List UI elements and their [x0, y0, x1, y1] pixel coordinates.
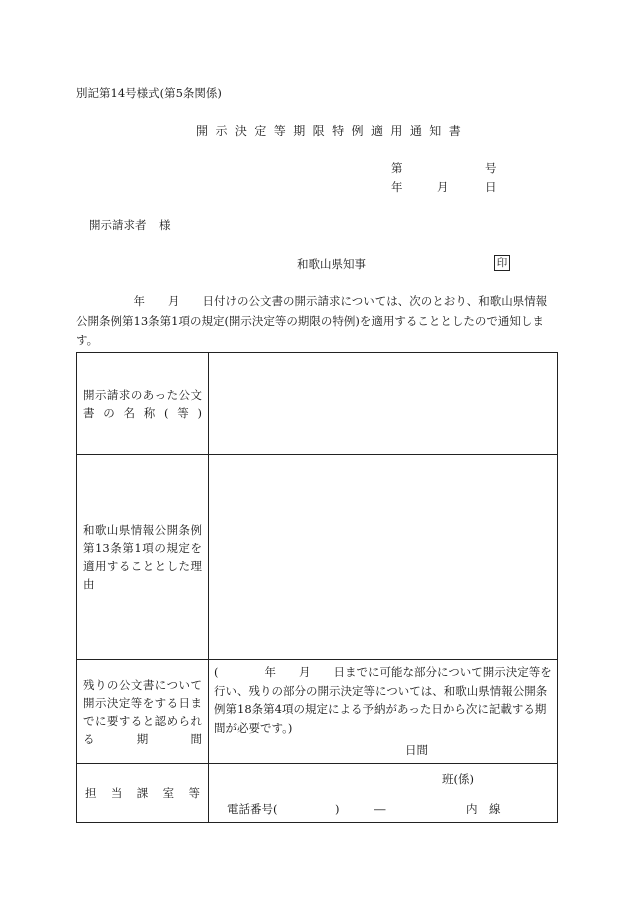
table-row-period — [77, 660, 558, 764]
seal-box: 印 — [494, 255, 510, 271]
row-label-document-name: 開示請求のあった公文書の名称(等) — [83, 387, 202, 420]
date-day: 日 — [485, 180, 497, 194]
notice-table — [76, 352, 558, 823]
number-prefix: 第 — [391, 161, 403, 175]
section-label: 班(係) — [442, 772, 474, 786]
table-row-document-name — [77, 353, 558, 455]
date-year: 年 — [391, 180, 403, 194]
recipient-honorific: 様 — [159, 218, 171, 232]
row-label-department: 担当課室等 — [85, 786, 200, 800]
document-name-field[interactable] — [209, 353, 558, 455]
period-days-label: 日間 — [405, 743, 428, 757]
period-description: ( 年 月 日までに可能な部分について開示決定等を行い、残りの部分の開示決定等については、和歌山県情報公開条例第18条第4項の規定による予納があった日から次に記載する期間が必要です。) — [214, 665, 552, 735]
table-row-reason — [77, 455, 558, 660]
sender-name: 和歌山県知事 — [297, 257, 366, 271]
recipient-name: 開示請求者 — [89, 218, 147, 232]
document-title: 開示決定等期限特例適用通知書 — [196, 124, 469, 138]
table-row-department — [77, 764, 558, 823]
number-suffix: 号 — [485, 161, 497, 175]
notice-body: 年 月 日付けの公文書の開示請求については、次のとおり、和歌山県情報公開条例第13条第1項の規定(開示決定等の期限の特例)を適用することとしたので通知します。 — [76, 294, 548, 347]
date-month: 月 — [437, 180, 449, 194]
row-label-period: 残りの公文書について開示決定等をする日までに要すると認められる期間 — [83, 677, 202, 746]
phone-line: 電話番号( ) ― 内 線 — [227, 802, 501, 816]
reason-field[interactable] — [209, 455, 558, 660]
form-number: 別記第14号様式(第5条関係) — [76, 86, 222, 100]
row-label-reason: 和歌山県情報公開条例第13条第1項の規定を適用することとした理由 — [83, 523, 202, 591]
